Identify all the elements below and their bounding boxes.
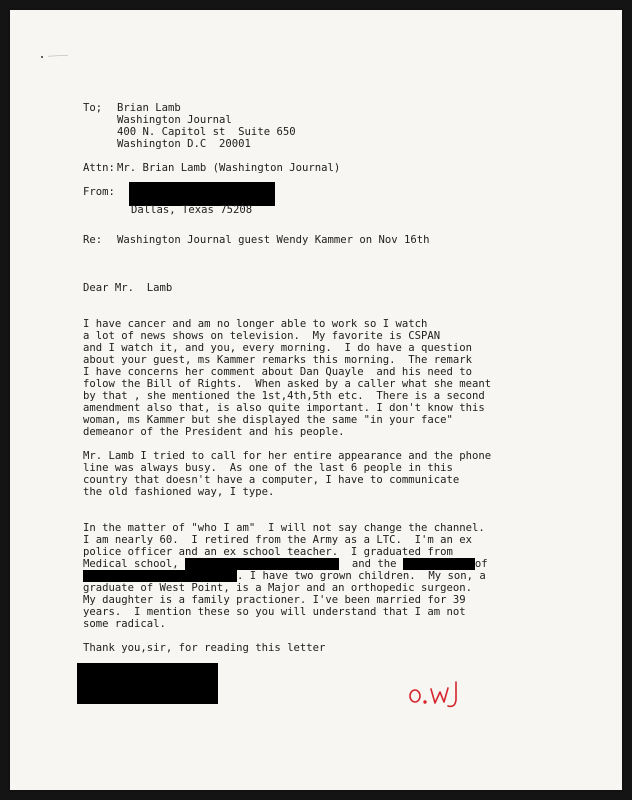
of-text: of: [474, 558, 488, 570]
to-address-2: Washington D.C 20001: [117, 138, 251, 150]
salutation: Dear Mr. Lamb: [83, 282, 173, 294]
redaction-school-name: [185, 558, 339, 570]
paragraph-line: graduate of West Point, is a Major and an orthopedic surgeon.: [83, 582, 473, 594]
re-line: [83, 234, 553, 246]
paragraph-line: woman, ms Kammer but she displayed the same "in your face": [83, 414, 453, 426]
paragraph-line: In the matter of "who I am" I will not say change the channel.: [83, 522, 485, 534]
paragraph-line: by that , she mentioned the 1st,4th,5th etc. There is a second: [83, 390, 485, 402]
redaction-location: [83, 570, 237, 582]
re-value: Washington Journal guest Wendy Kammer on Nov 16th: [117, 234, 430, 246]
handwritten-annotation: [406, 676, 476, 712]
to-address-1: 400 N. Capitol st Suite 650: [117, 126, 296, 138]
paragraph-line: the old fashioned way, I type.: [83, 486, 275, 498]
medical-school-text: Medical school,: [83, 558, 179, 570]
re-label: Re:: [83, 234, 103, 246]
redaction-signature: [77, 663, 218, 704]
paragraph-line: [83, 570, 553, 582]
redaction-institution: [403, 558, 475, 570]
attn-value: Mr. Brian Lamb (Washington Journal): [117, 162, 341, 174]
paragraph-line: years. I mention these so you will understand that I am not: [83, 606, 466, 618]
from-line: [83, 186, 553, 198]
annotation-text: [10, 10, 11, 11]
from-label: From:: [83, 186, 115, 198]
children-text: . I have two grown children. My son, a: [237, 570, 486, 582]
paragraph-line: some radical.: [83, 618, 166, 630]
paragraph-line: [83, 558, 553, 570]
paragraph-line: demeanor of the President and his people.: [83, 426, 345, 438]
paragraph-line: I have concerns her comment about Dan Quayle and his need to: [83, 366, 473, 378]
paragraph-line: and I watch it, and you, every morning. I do have a question: [83, 342, 473, 354]
paragraph-line: I am nearly 60. I retired from the Army as a LTC. I'm an ex: [83, 534, 473, 546]
paragraph-line: folow the Bill of Rights. When asked by a caller what she meant: [83, 378, 492, 390]
paragraph-line: police officer and an ex school teacher. I graduated from: [83, 546, 453, 558]
letter-page: [10, 10, 622, 790]
from-city: Dallas, Texas 75208: [131, 204, 253, 216]
paragraph-line: about your guest, ms Kammer remarks this morning. The remark: [83, 354, 473, 366]
letter-body: [83, 102, 553, 654]
paragraph-line: country that doesn't have a computer, I have to communicate: [83, 474, 460, 486]
paragraph-1: [83, 318, 553, 438]
to-label: To;: [83, 102, 103, 114]
paragraph-line: a lot of news shows on television. My favorite is CSPAN: [83, 330, 441, 342]
paragraph-line: line was always busy. As one of the last 6 people in this: [83, 462, 453, 474]
attn-line: [83, 162, 553, 174]
paragraph-2: [83, 450, 553, 498]
redaction-sender-name: [129, 182, 275, 206]
to-name: Brian Lamb: [117, 102, 181, 114]
paragraph-line: I have cancer and am no longer able to work so I watch: [83, 318, 428, 330]
attn-label: Attn:: [83, 162, 115, 174]
paragraph-line: Mr. Lamb I tried to call for her entire appearance and the phone: [83, 450, 492, 462]
to-line: [83, 102, 553, 114]
paragraph-line: amendment also that, is also quite important. I don't know this: [83, 402, 485, 414]
closing-line: Thank you,sir, for reading this letter: [83, 642, 326, 654]
paragraph-line: My daughter is a family practioner. I've been married for 39: [83, 594, 466, 606]
paper-speck-mark: [40, 55, 68, 58]
to-org: Washington Journal: [117, 114, 232, 126]
paragraph-3: [83, 522, 553, 630]
and-the-text: and the: [351, 558, 397, 570]
